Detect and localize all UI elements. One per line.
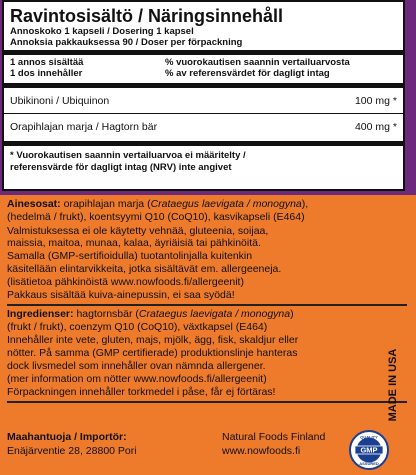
fi-ingredient-text: orapihlajan marja (: [60, 198, 151, 210]
importer-address: Enäjärventie 28, 28800 Pori: [7, 445, 137, 457]
section-divider: [7, 401, 407, 403]
col-right-header-sv: % av referensvärdet för dagligt intag: [165, 68, 330, 79]
row-name: Orapihlajan marja / Hagtorn bär: [10, 121, 158, 133]
col-right-header-fi: % vuorokautisen saannin vertailuarvosta: [165, 57, 350, 68]
importer-name: Natural Foods Finland: [222, 431, 326, 443]
sv-ingredient-text: hagtornsbär (: [73, 307, 139, 320]
sv-allergen-info: [7, 334, 352, 398]
gmp-quality-seal: [349, 430, 389, 470]
table-row: [4, 114, 403, 139]
sv-allergen-line: Förpackningen innehåller torkmedel i påse, får ej förtäras!: [7, 385, 276, 398]
importer-website: www.nowfoods.fi: [222, 445, 301, 457]
fi-ingredient-text: (hedelmä / frukt), koentsyymi Q10 (CoQ10), kasvikapseli (E464): [7, 210, 305, 223]
gmp-center-text: GMP: [360, 445, 378, 455]
fi-label: Ainesosat:: [7, 198, 61, 210]
row-name: Ubikinoni / Ubiquinon: [10, 95, 110, 107]
sv-ingredient-text: ): [290, 307, 294, 320]
serving-size: Annoskoko 1 kapseli / Dosering 1 kapsel: [10, 26, 194, 37]
importer-info: [7, 430, 347, 458]
sv-ingredient-text: (frukt / frukt), coenzym Q10 (CoQ10), växtkapsel (E464): [7, 320, 268, 333]
section-divider: [7, 304, 407, 306]
nrv-footnote: [4, 146, 403, 178]
sv-allergen-line: nötter. På samma (GMP certifierade) produktionslinje hanteras: [7, 347, 298, 360]
col-left-header-sv: 1 dos innehåller: [10, 68, 83, 79]
sv-allergen-line: (mer information om nötter www.nowfoods.fi/allergeenit): [7, 372, 267, 385]
nutrition-facts-table: [2, 0, 405, 191]
ingredients-section: [7, 198, 352, 405]
fi-allergen-line: käsitellään elintarvikkeita, jotka sisältävät em. allergeeneja.: [7, 262, 282, 275]
row-amount: 400 mg *: [354, 121, 397, 133]
made-in-text: MADE IN USA: [387, 348, 399, 422]
table-row: [4, 88, 403, 113]
gmp-bottom-text: ASSURED: [359, 461, 379, 466]
footnote-line-1: * Vuorokautisen saannin vertailuarvoa ei määritelty /: [10, 150, 246, 161]
sv-allergen-line: Innehåller inte vete, gluten, majs, mjölk, ägg, fisk, skaldjur eller: [7, 334, 299, 347]
fi-allergen-line: Samalla (GMP-sertifioidulla) tuotantolinjalla kuitenkin: [7, 250, 253, 263]
servings-per-pack: Annoksia pakkauksessa 90 / Doser per förpackning: [10, 37, 243, 48]
col-left-header-fi: 1 annos sisältää: [10, 57, 84, 68]
fi-ingredients: [7, 198, 352, 211]
fi-ingredient-text: ),: [301, 198, 309, 210]
sv-allergen-line: dock livsmedel som innehåller ovan nämnda allergener.: [7, 360, 266, 373]
gmp-seal-icon: [349, 430, 389, 470]
gmp-top-text: QUALITY: [360, 434, 378, 440]
sv-latin-name: Crataegus laevigata / monogyna: [138, 307, 291, 320]
fi-allergen-line: Valmistuksessa ei ole käytetty vehnää, gluteenia, soijaa,: [7, 224, 269, 237]
fi-allergen-info: [7, 225, 352, 302]
footnote-line-2: referensvärde för dagligt intag (NRV) inte angivet: [10, 162, 232, 173]
fi-allergen-line: (lisätietoa pähkinöistä www.nowfoods.fi/allergeenit): [7, 275, 244, 288]
sv-ingredients: [7, 308, 352, 321]
row-amount: 100 mg *: [354, 95, 397, 107]
importer-label: Maahantuoja / Importör:: [7, 431, 127, 443]
nutrition-title: Ravintosisältö / Näringsinnehåll: [10, 6, 284, 26]
made-in-usa-label: [373, 340, 413, 430]
column-headers: [4, 55, 403, 81]
fi-allergen-line: Pakkaus sisältää kuiva-ainepussin, ei saa syödä!: [7, 288, 235, 301]
fi-latin-name: Crataegus laevigata / monogyna: [150, 198, 302, 210]
fi-allergen-line: maissia, maitoa, munaa, kalaa, äyriäisiä tai pähkinöitä.: [7, 237, 261, 250]
sv-label: Ingredienser:: [7, 307, 74, 320]
